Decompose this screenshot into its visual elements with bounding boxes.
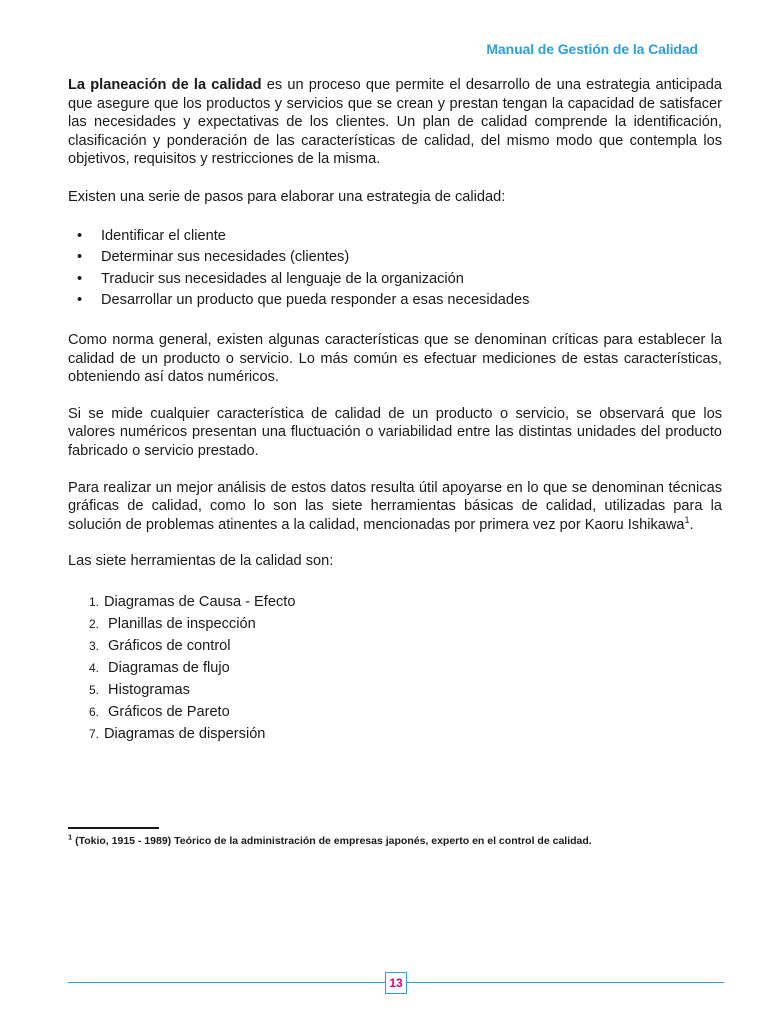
footnote-text: (Tokio, 1915 - 1989) Teórico de la administración de empresas japonés, experto en el control de calidad. bbox=[72, 835, 592, 847]
list-item: 2. Planillas de inspección bbox=[68, 613, 722, 635]
list-number: 4. bbox=[89, 660, 100, 675]
list-item: • Determinar sus necesidades (clientes) bbox=[68, 247, 722, 269]
bullet-icon: • bbox=[77, 270, 83, 287]
list-number: 5. bbox=[89, 682, 100, 697]
list-number: 6. bbox=[89, 704, 100, 719]
bullet-icon: • bbox=[77, 292, 83, 309]
bullet-icon: • bbox=[77, 227, 83, 244]
intro-text: es un proceso que permite el desarrollo de una estrategia anticipada que asegure que los productos y servicios que se crean y prestan tengan la capacidad de satisfacer las necesidades y expectativas de los clientes. Un plan de calidad comprende la identificación, clasificación y ponderación de las características de calidad, del mismo modo que contempla los objetivos, requisitos y restricciones de la misma. bbox=[68, 77, 722, 168]
analysis-paragraph: Para realizar un mejor análisis de estos datos resulta útil apoyarse en lo que se denominan técnicas gráficas de calidad, como lo son las siete herramientas básicas de calidad, utilizadas para la solución de problemas atinentes a la calidad, mencionadas por primera vez por Kaoru Ishikawa$^1$. bbox=[68, 479, 722, 533]
list-item: • Desarrollar un producto que pueda responder a esas necesidades bbox=[68, 290, 722, 312]
list-number: 7. bbox=[89, 726, 100, 741]
tools-intro: Las siete herramientas de la calidad son: bbox=[68, 553, 334, 570]
list-item: • Identificar el cliente bbox=[68, 226, 722, 248]
list-item: 1. Diagramas de Causa - Efecto bbox=[68, 591, 722, 613]
list-item: 7. Diagramas de dispersión bbox=[68, 723, 722, 745]
bullet-icon: • bbox=[77, 249, 83, 266]
steps-list bbox=[68, 226, 722, 312]
list-item: 6. Gráficos de Pareto bbox=[68, 701, 722, 723]
norma-paragraph: Como norma general, existen algunas características que se denominan críticas para establecer la calidad de un producto o servicio. Lo más común es efectuar mediciones de estas características, obteniendo así datos numéricos. bbox=[68, 331, 722, 386]
footnote bbox=[68, 834, 722, 848]
list-item: 4. Diagramas de flujo bbox=[68, 657, 722, 679]
list-number: 3. bbox=[89, 638, 100, 653]
footnote-reference[interactable]: 1 bbox=[684, 514, 690, 525]
running-header-title: Manual de Gestión de la Calidad bbox=[486, 41, 698, 57]
intro-paragraph bbox=[68, 76, 722, 169]
list-number: 1. bbox=[89, 594, 100, 609]
tools-list bbox=[68, 591, 722, 745]
page-number: 13 bbox=[385, 972, 407, 994]
steps-intro: Existen una serie de pasos para elaborar una estrategia de calidad: bbox=[68, 188, 506, 205]
main-content bbox=[68, 76, 722, 745]
list-number: 2. bbox=[89, 616, 100, 631]
intro-bold-lead: La planeación de la calidad bbox=[68, 77, 262, 93]
list-item: • Traducir sus necesidades al lenguaje de la organización bbox=[68, 269, 722, 291]
footnote-divider bbox=[68, 827, 159, 829]
variability-paragraph: Si se mide cualquier característica de calidad de un producto o servicio, se observará que los valores numéricos presentan una fluctuación o variabilidad entre las distintas unidades del producto fabricado o servicio prestado. bbox=[68, 405, 722, 459]
list-item: 3. Gráficos de control bbox=[68, 635, 722, 657]
footnote-marker: 1 bbox=[68, 832, 73, 842]
list-item: 5. Histogramas bbox=[68, 679, 722, 701]
